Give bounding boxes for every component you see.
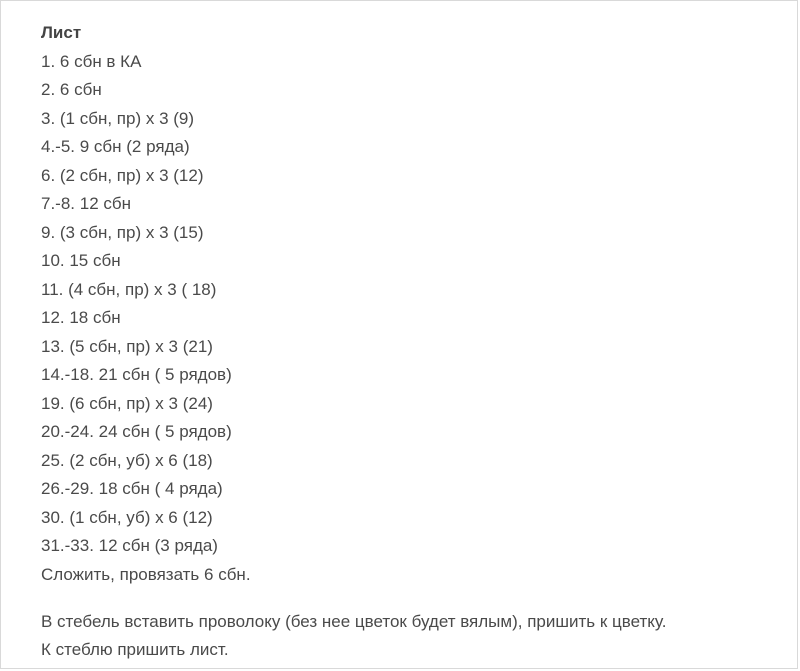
steps-list: [41, 48, 781, 590]
step-line: 10. 15 сбн: [41, 251, 121, 270]
step-line: 13. (5 сбн, пр) х 3 (21): [41, 336, 213, 356]
step-line: Сложить, провязать 6 сбн.: [41, 564, 251, 584]
step-line: 25. (2 сбн, уб) х 6 (18): [41, 450, 213, 470]
step-line: 7.-8. 12 сбн: [41, 194, 131, 213]
paragraph-line: К стеблю пришить лист.: [41, 640, 229, 659]
article-content: [41, 19, 781, 664]
step-line: 31.-33. 12 сбн (3 ряда): [41, 536, 218, 555]
step-line: 3. (1 сбн, пр) х 3 (9): [41, 108, 195, 128]
step-line: 19. (6 сбн, пр) х 3 (24): [41, 393, 213, 413]
step-line: 11. (4 сбн, пр) х 3 ( 18): [41, 279, 217, 299]
step-line: 14.-18. 21 сбн ( 5 рядов): [41, 365, 232, 384]
step-line: 26.-29. 18 сбн ( 4 ряда): [41, 479, 223, 498]
assembly-paragraph: [41, 608, 781, 664]
step-line: 4.-5. 9 сбн (2 ряда): [41, 137, 190, 156]
section-title: Лист: [41, 23, 82, 42]
step-line: 1. 6 сбн в КА: [41, 51, 142, 71]
step-line: 6. (2 сбн, пр) х 3 (12): [41, 165, 204, 185]
step-line: 12. 18 сбн: [41, 308, 121, 327]
step-line: 2. 6 сбн: [41, 80, 102, 99]
step-line: 20.-24. 24 сбн ( 5 рядов): [41, 422, 232, 441]
step-line: 30. (1 сбн, уб) х 6 (12): [41, 507, 213, 527]
step-line: 9. (3 сбн, пр) х 3 (15): [41, 222, 204, 242]
paragraph-line: В стебель вставить проволоку (без нее цветок будет вялым), пришить к цветку.: [41, 612, 667, 631]
